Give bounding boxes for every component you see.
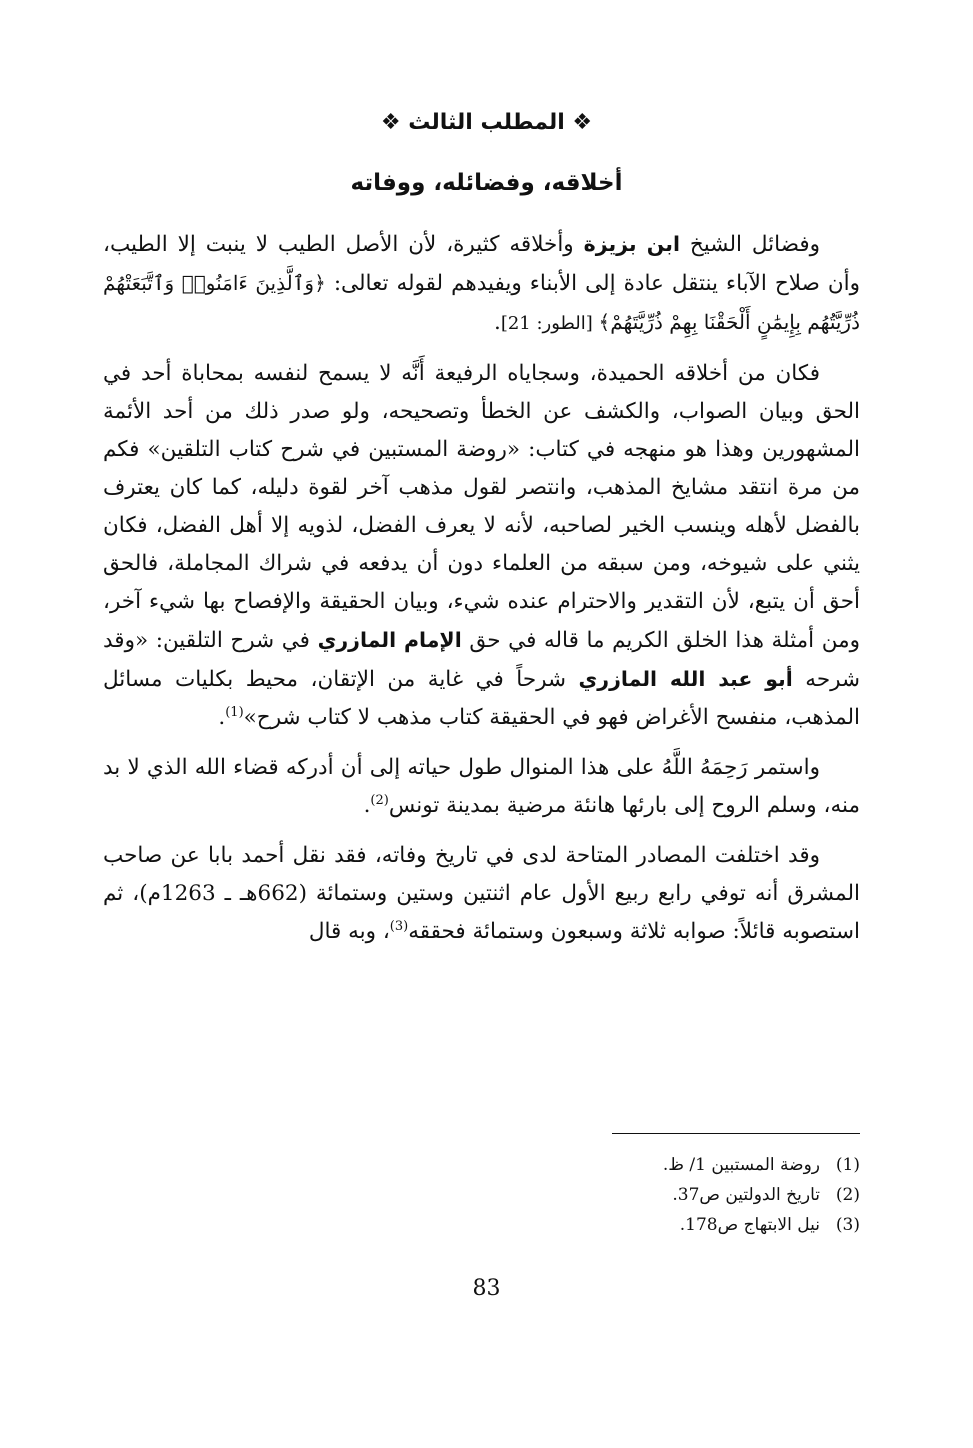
footnote-number: (1) — [835, 1155, 860, 1175]
text-run: شرحاً في غاية من الإتقان، محيط بكليات مسائل المذهب، منفسح الأغراض فهو في الحقيقة كتاب مذهب لا كتاب شرح» — [103, 667, 860, 730]
quran-verse: ﴿وَٱلَّذِينَ ءَامَنُوا۟ وَٱتَّبَعَتْهُمْ ذُرِّيَّتُهُم بِإِيمَٰنٍ أَلْحَقْنَا بِهِمْ ذُرِّيَّتَهُمْ﴾ — [103, 271, 860, 334]
text-run: فكان من أخلاقه الحميدة، وسجاياه الرفيعة أَنَّه لا يسمح لنفسه بمحاباة أحد في الحق وبيان الصواب، والكشف عن الخطأ وتصحيحه، ولو صدر ذلك من أحد الأئمة المشهورين وهذا هو منهجه في كتاب: «روضة المستبين في شرح كتاب التلقين» فكم من مرة انتقد مشايخ المذهب، وانتصر لقول مذهب آخر لقوة دليله، كما كان يعترف بالفضل لأهله وينسب الخير لصاحبه، لأنه لا يعرف الفضل، لذويه إلا أهل الفضل، فكان يثني على شيوخه، ومن سبقه من العلماء دون أن يدفعه في شراك المجاملة، فالحق أحق أن يتبع، لأن التقدير والاحترام عنده شيء، وبيان الحقيقة والإفصاح بها شيء آخر، ومن أمثلة هذا الخلق الكريم ما قاله في حق — [103, 361, 861, 653]
footnote-marker-3[interactable]: (3) — [389, 918, 409, 934]
footnote-2 — [500, 1180, 860, 1210]
footnote-text: روضة المستبين 1/ ظ. — [662, 1155, 820, 1175]
text-run: . — [493, 310, 501, 335]
footnote-marker-1[interactable]: (1) — [225, 704, 244, 720]
footnote-text: نيل الابتهاج ص178. — [679, 1215, 820, 1235]
paragraph-character — [103, 355, 860, 737]
name-imam-maziri: الإمام المازري — [317, 628, 462, 652]
text-run: وقد اختلفت المصادر المتاحة لدى في تاريخ وفاته، فقد نقل أحمد بابا عن صاحب المشرق أنه توفي رابع ربيع الأول عام اثنتين وستين وستمائة (662هـ ـ 1263م)، ثم استصوبه قائلاً: صوابه ثلاثة وسبعون وستمائة فحققه — [103, 843, 861, 944]
text-run: واستمر رَحِمَهُ اللَّهُ على هذا المنوال طول حياته إلى أن أدركه قضاء الله الذي لا بد منه، وسلم الروح إلى بارئها هانئة مرضية بمدينة تونس — [103, 755, 860, 818]
paragraph-death — [103, 749, 860, 825]
footnote-1 — [500, 1150, 860, 1180]
footnote-separator — [612, 1133, 860, 1134]
name-abu-abdullah-maziri: أبو عبد الله المازري — [578, 667, 793, 691]
footnote-text: تاريخ الدولتين ص37. — [672, 1185, 820, 1205]
section-title: ❖ المطلب الثالث ❖ — [380, 110, 593, 135]
text-run: وأخلاقه كثيرة، لأن الأصل الطيب لا ينبت إلا الطيب، وأن صلاح الآباء ينتقل عادة إلى الأبناء ويفيدهم لقوله تعالى: — [103, 232, 860, 296]
text-run: . — [363, 793, 371, 818]
text-run: . — [218, 705, 226, 730]
footnotes — [500, 1150, 860, 1240]
body-text — [103, 225, 860, 963]
text-run: في شرح التلقين: «وقد شرحه — [103, 628, 860, 692]
footnote-3 — [500, 1210, 860, 1240]
text-run: ، وبه قال — [308, 919, 390, 944]
footnote-number: (3) — [835, 1215, 860, 1235]
chapter-title: أخلاقه، وفضائله، ووفاته — [350, 170, 623, 196]
paragraph-virtues — [103, 225, 860, 343]
verse-reference: [الطور: 21] — [500, 313, 599, 334]
footnote-marker-2[interactable]: (2) — [370, 792, 389, 808]
footnote-number: (2) — [835, 1185, 860, 1205]
name-ibn-bazizah: ابن بزيزة — [583, 232, 680, 256]
paragraph-death-date — [103, 837, 860, 951]
page-number: 83 — [472, 1276, 501, 1301]
text-run: وفضائل الشيخ — [679, 232, 820, 257]
